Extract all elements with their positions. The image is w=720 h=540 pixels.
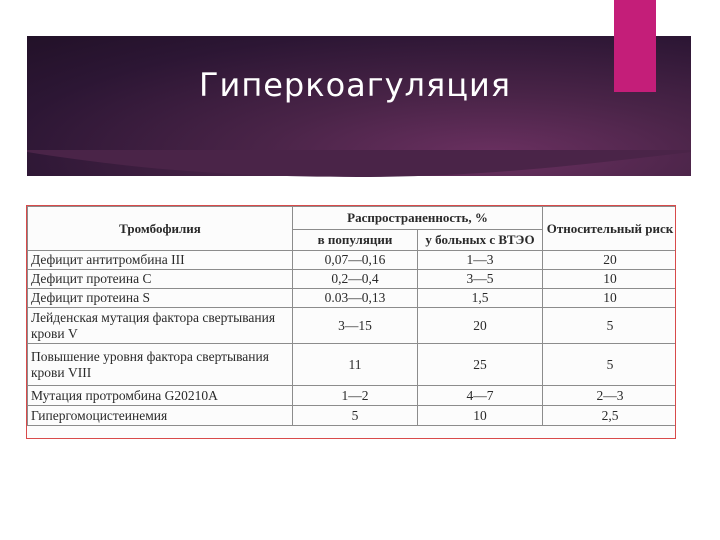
row-risk: 2—3 xyxy=(543,386,677,406)
table-row xyxy=(28,406,677,426)
row-vte: 20 xyxy=(418,308,543,344)
header-relative-risk: Относительный риск xyxy=(543,207,677,251)
row-name: Повышение уровня фактора свертывания крови VIII xyxy=(28,344,293,386)
table-row xyxy=(28,289,677,308)
row-risk: 10 xyxy=(543,270,677,289)
table-row xyxy=(28,308,677,344)
row-population: 0.03—0,13 xyxy=(293,289,418,308)
table-row xyxy=(28,270,677,289)
row-population: 5 xyxy=(293,406,418,426)
row-risk: 10 xyxy=(543,289,677,308)
row-name: Дефицит антитромбина III xyxy=(28,251,293,270)
row-risk: 5 xyxy=(543,344,677,386)
row-vte: 4—7 xyxy=(418,386,543,406)
row-name: Мутация протромбина G20210A xyxy=(28,386,293,406)
row-name: Дефицит протеина S xyxy=(28,289,293,308)
row-population: 0,2—0,4 xyxy=(293,270,418,289)
row-name: Гипергомоцистеинемия xyxy=(28,406,293,426)
row-name: Дефицит протеина С xyxy=(28,270,293,289)
row-vte: 1—3 xyxy=(418,251,543,270)
header-vte-patients: у больных с ВТЭО xyxy=(418,230,543,251)
thrombophilia-table-frame xyxy=(26,205,676,439)
table-row xyxy=(28,386,677,406)
row-risk: 5 xyxy=(543,308,677,344)
row-name: Лейденская мутация фактора свертывания крови V xyxy=(28,308,293,344)
row-risk: 2,5 xyxy=(543,406,677,426)
row-vte: 3—5 xyxy=(418,270,543,289)
row-vte: 10 xyxy=(418,406,543,426)
table-row xyxy=(28,251,677,270)
header-thrombophilia: Тромбофилия xyxy=(28,207,293,251)
header-prevalence: Распространенность, % xyxy=(293,207,543,230)
row-risk: 20 xyxy=(543,251,677,270)
row-vte: 25 xyxy=(418,344,543,386)
slide-title: Гиперкоагуляция xyxy=(199,66,512,104)
banner-wave-edge xyxy=(27,150,691,180)
table-row xyxy=(28,344,677,386)
accent-bar xyxy=(614,0,656,92)
row-population: 11 xyxy=(293,344,418,386)
row-vte: 1,5 xyxy=(418,289,543,308)
thrombophilia-table xyxy=(27,206,676,426)
row-population: 0,07—0,16 xyxy=(293,251,418,270)
row-population: 3—15 xyxy=(293,308,418,344)
row-population: 1—2 xyxy=(293,386,418,406)
header-population: в популяции xyxy=(293,230,418,251)
